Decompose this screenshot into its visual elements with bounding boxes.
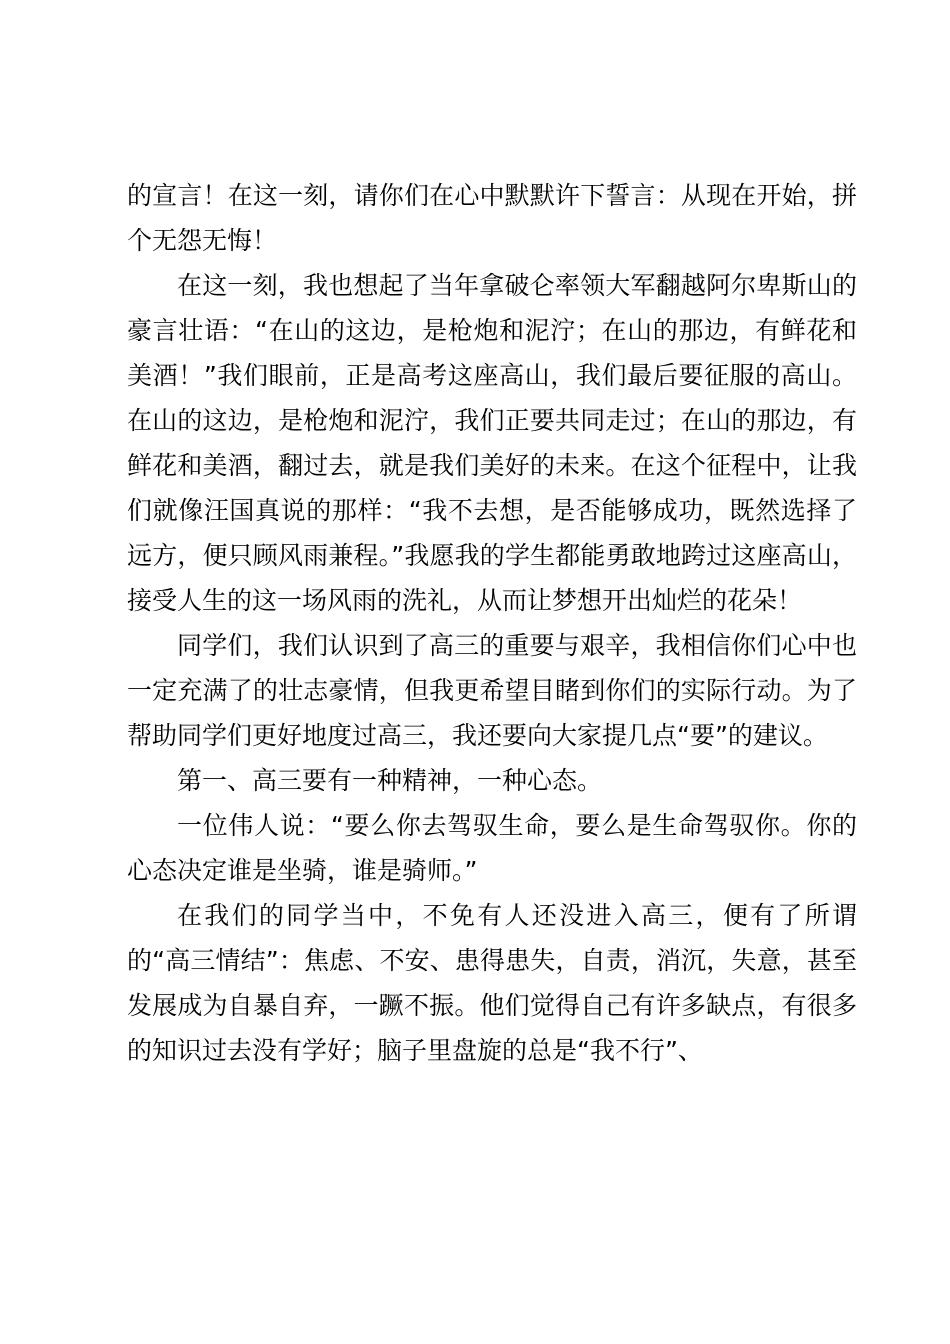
paragraph-senior-complex: 在我们的同学当中，不免有人还没进入高三，便有了所谓的“高三情结”：焦虑、不安、患得患失，自责，消沉，失意，甚至发展成为自暴自弃，一蹶不振。他们觉得自己有许多缺点，有很多的知识过去没有学好；脑子里盘旋的总是“我不行”、 xyxy=(127,901,857,1065)
document-body xyxy=(127,173,857,1073)
paragraph-napoleon: 在这一刻，我也想起了当年拿破仑率领大军翻越阿尔卑斯山的豪言壮语：“在山的这边，是枪炮和泥泞；在山的那边，有鲜花和美酒！”我们眼前，正是高考这座高山，我们最后要征服的高山。在山的这边，是枪炮和泥泞，我们正要共同走过；在山的那边，有鲜花和美酒，翻过去，就是我们美好的未来。在这个征程中，让我们就像汪国真说的那样：“我不去想，是否能够成功，既然选择了远方，便只顾风雨兼程。”我愿我的学生都能勇敢地跨过这座高山，接受人生的这一场风雨的洗礼，从而让梦想开出灿烂的花朵！ xyxy=(127,271,857,615)
paragraph-suggestions-intro: 同学们，我们认识到了高三的重要与艰辛，我相信你们心中也一定充满了的壮志豪情，但我更希望目睹到你们的实际行动。为了帮助同学们更好地度过高三，我还要向大家提几点“要”的建议。 xyxy=(127,631,857,750)
paragraph-first-point-heading: 第一、高三要有一种精神，一种心态。 xyxy=(177,766,603,795)
paragraph-quote: 一位伟人说：“要么你去驾驭生命，要么是生命驾驭你。你的心态决定谁是坐骑，谁是骑师。” xyxy=(127,811,857,885)
paragraph-continuation: 的宣言！在这一刻，请你们在心中默默许下誓言：从现在开始，拼个无怨无悔！ xyxy=(127,181,857,255)
